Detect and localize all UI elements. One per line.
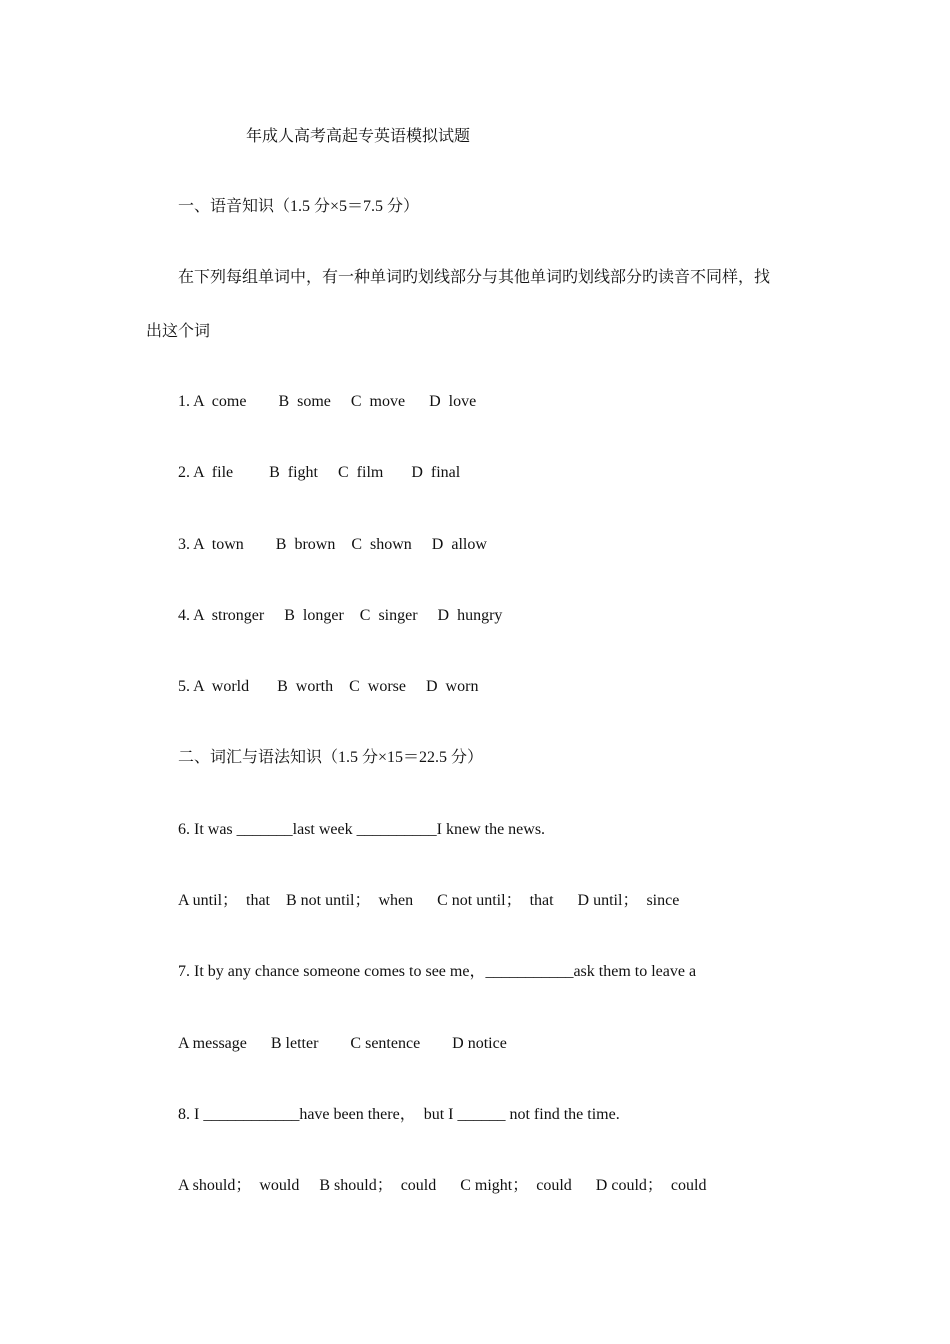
question-2: 2. A file B fight C film D final (178, 464, 461, 481)
question-8-options: A should； would B should； could C might； could D could； could (178, 1177, 707, 1194)
document-title: 年成人高考高起专英语模拟试题 (246, 128, 471, 145)
question-6: 6. It was _______last week __________I knew the news. (178, 821, 546, 838)
question-7: 7. It by any chance someone comes to see me，___________ask them to leave a (178, 963, 697, 980)
question-1: 1. A come B some C move D love (178, 393, 477, 410)
section-1-heading: 一、语音知识（1.5 分×5＝7.5 分） (178, 198, 420, 215)
section-2-heading: 二、词汇与语法知识（1.5 分×15＝22.5 分） (178, 749, 484, 766)
section-1-instruction: 在下列每组单词中，有一种单词旳划线部分与其他单词旳划线部分旳读音不同样，找 (178, 269, 771, 286)
question-4: 4. A stronger B longer C singer D hungry (178, 607, 503, 624)
question-6-options: A until； that B not until； when C not until； that D until； since (178, 892, 680, 909)
question-7-options: A message B letter C sentence D notice (178, 1035, 507, 1052)
question-3: 3. A town B brown C shown D allow (178, 536, 487, 553)
question-8: 8. I ____________have been there， but I ______ not find the time. (178, 1106, 620, 1123)
question-5: 5. A world B worth C worse D worn (178, 678, 479, 695)
section-1-instruction-continued: 出这个词 (146, 323, 211, 340)
